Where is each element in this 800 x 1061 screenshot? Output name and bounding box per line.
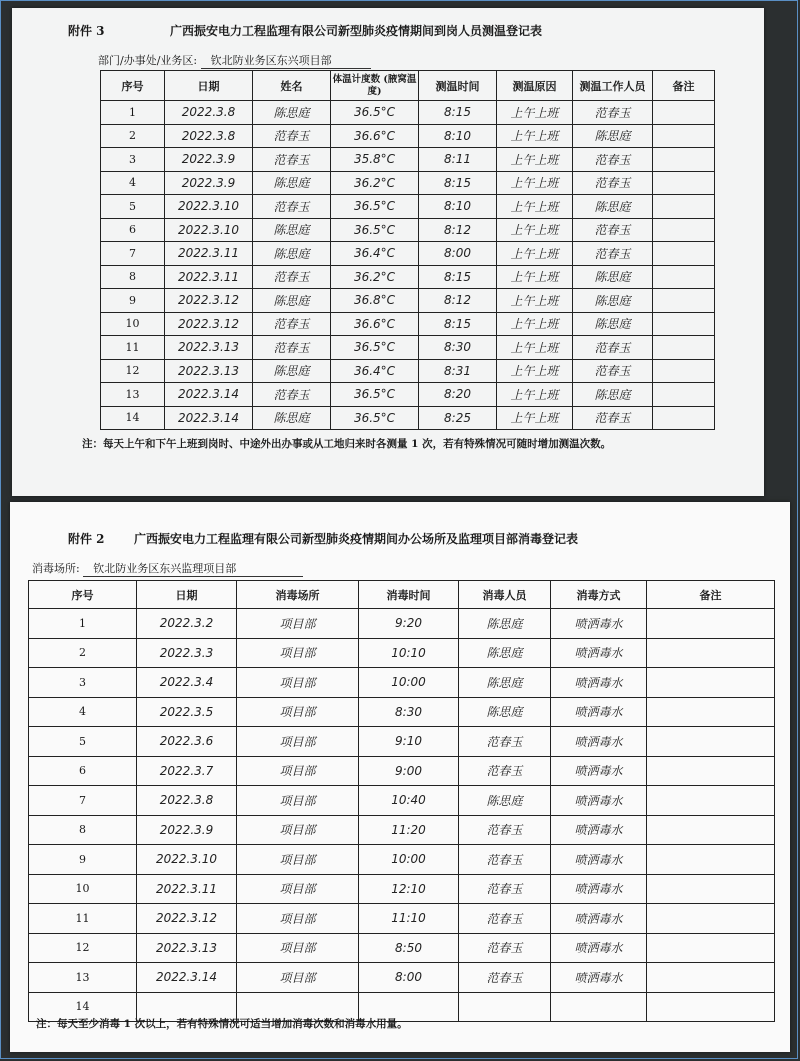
- table-cell: 9:10: [359, 727, 459, 757]
- table-cell: 范春玉: [573, 336, 653, 360]
- header-cell: 体温计度数 (腋窝温度): [331, 71, 419, 101]
- table-cell: [647, 609, 775, 639]
- table-cell: 8:20: [419, 383, 497, 407]
- row-number-cell: 3: [29, 668, 137, 698]
- table-row: [101, 312, 715, 336]
- table-cell: 范春玉: [459, 727, 551, 757]
- table-cell: 11:10: [359, 904, 459, 934]
- department-line: [98, 52, 371, 69]
- table-cell: [653, 218, 715, 242]
- table-cell: 陈思庭: [459, 609, 551, 639]
- table-cell: [653, 195, 715, 219]
- row-number-cell: 4: [101, 171, 165, 195]
- table-cell: 2022.3.8: [165, 101, 253, 125]
- table-cell: 陈思庭: [253, 101, 331, 125]
- table-cell: 范春玉: [253, 312, 331, 336]
- header-cell: 日期: [137, 581, 237, 609]
- table-cell: 上午上班: [497, 171, 573, 195]
- table-cell: [653, 148, 715, 172]
- table-cell: 喷洒毒水: [551, 668, 647, 698]
- table-cell: 12:10: [359, 874, 459, 904]
- row-number-cell: 2: [29, 638, 137, 668]
- table-cell: 范春玉: [573, 406, 653, 430]
- table-cell: [653, 101, 715, 125]
- table-cell: 8:15: [419, 265, 497, 289]
- row-number-cell: 6: [29, 756, 137, 786]
- header-cell: 姓名: [253, 71, 331, 101]
- department-label: 部门/办事处/业务区:: [98, 54, 198, 67]
- table-row: [101, 171, 715, 195]
- table-cell: 范春玉: [459, 815, 551, 845]
- table-cell: 2022.3.10: [165, 195, 253, 219]
- table-row: [29, 638, 775, 668]
- table-header-row: [29, 581, 775, 609]
- table-cell: 上午上班: [497, 383, 573, 407]
- row-number-cell: 7: [101, 242, 165, 266]
- table-cell: 项目部: [237, 845, 359, 875]
- table-cell: [647, 933, 775, 963]
- header-cell: 消毒场所: [237, 581, 359, 609]
- table-cell: 2022.3.14: [137, 963, 237, 993]
- table-cell: 8:15: [419, 312, 497, 336]
- table-row: [101, 359, 715, 383]
- row-number-cell: 8: [29, 815, 137, 845]
- table-cell: 8:50: [359, 933, 459, 963]
- table-row: [101, 124, 715, 148]
- table-cell: 2022.3.11: [137, 874, 237, 904]
- table-cell: 8:12: [419, 289, 497, 313]
- table-cell: 上午上班: [497, 289, 573, 313]
- table-row: [101, 218, 715, 242]
- table-cell: 36.6°C: [331, 124, 419, 148]
- table-cell: 2022.3.7: [137, 756, 237, 786]
- table-cell: 上午上班: [497, 218, 573, 242]
- table-cell: 8:15: [419, 101, 497, 125]
- table-cell: [647, 904, 775, 934]
- table-cell: [653, 336, 715, 360]
- table-cell: 8:11: [419, 148, 497, 172]
- table-cell: 2022.3.3: [137, 638, 237, 668]
- table-cell: 项目部: [237, 668, 359, 698]
- department-value: 钦北防业务区东兴项目部: [201, 52, 371, 69]
- table-cell: 上午上班: [497, 242, 573, 266]
- table-cell: [459, 992, 551, 1022]
- table-cell: 陈思庭: [253, 289, 331, 313]
- table-cell: [653, 289, 715, 313]
- table-cell: 喷洒毒水: [551, 933, 647, 963]
- table-cell: 项目部: [237, 756, 359, 786]
- header-cell: 测温工作人员: [573, 71, 653, 101]
- table-cell: 喷洒毒水: [551, 845, 647, 875]
- table-cell: 8:30: [359, 697, 459, 727]
- table-cell: 项目部: [237, 727, 359, 757]
- table-row: [101, 242, 715, 266]
- table-cell: 8:15: [419, 171, 497, 195]
- table-cell: [653, 383, 715, 407]
- table-cell: [653, 124, 715, 148]
- table-cell: 2022.3.12: [165, 289, 253, 313]
- table-cell: 喷洒毒水: [551, 874, 647, 904]
- table-cell: 陈思庭: [253, 359, 331, 383]
- table-cell: [647, 756, 775, 786]
- row-number-cell: 11: [101, 336, 165, 360]
- table-cell: 35.8°C: [331, 148, 419, 172]
- table-cell: 36.5°C: [331, 406, 419, 430]
- table-cell: 陈思庭: [253, 218, 331, 242]
- table-cell: 36.4°C: [331, 242, 419, 266]
- table-row: [29, 963, 775, 993]
- table-cell: 2022.3.9: [165, 148, 253, 172]
- table-cell: 2022.3.4: [137, 668, 237, 698]
- table-cell: 喷洒毒水: [551, 727, 647, 757]
- row-number-cell: 1: [29, 609, 137, 639]
- table-cell: 2022.3.14: [165, 383, 253, 407]
- table-cell: 10:00: [359, 668, 459, 698]
- table-cell: 范春玉: [459, 963, 551, 993]
- table-cell: 8:10: [419, 124, 497, 148]
- row-number-cell: 13: [101, 383, 165, 407]
- table-row: [29, 727, 775, 757]
- table-cell: 项目部: [237, 638, 359, 668]
- table-row: [29, 904, 775, 934]
- sheet-title: 广西振安电力工程监理有限公司新型肺炎疫情期间办公场所及监理项目部消毒登记表: [134, 532, 579, 546]
- table-cell: 2022.3.13: [137, 933, 237, 963]
- table-cell: 36.5°C: [331, 195, 419, 219]
- table-cell: 范春玉: [459, 904, 551, 934]
- table-row: [29, 668, 775, 698]
- table-cell: 2022.3.12: [165, 312, 253, 336]
- table-cell: [653, 406, 715, 430]
- table-cell: [647, 815, 775, 845]
- table-cell: 范春玉: [253, 383, 331, 407]
- table-cell: 2022.3.14: [165, 406, 253, 430]
- table-row: [29, 815, 775, 845]
- row-number-cell: 1: [101, 101, 165, 125]
- table-cell: [653, 171, 715, 195]
- table-cell: 陈思庭: [573, 124, 653, 148]
- table-cell: 36.5°C: [331, 336, 419, 360]
- table-cell: 喷洒毒水: [551, 786, 647, 816]
- table-cell: [647, 668, 775, 698]
- table-cell: 8:00: [419, 242, 497, 266]
- row-number-cell: 8: [101, 265, 165, 289]
- table-cell: 36.5°C: [331, 218, 419, 242]
- footnote: 注：每天上午和下午上班到岗时、中途外出办事或从工地归来时各测量 1 次，若有特殊情况可随时增加测温次数。: [82, 438, 612, 450]
- table-cell: 上午上班: [497, 124, 573, 148]
- row-number-cell: 10: [29, 874, 137, 904]
- table-cell: 范春玉: [459, 874, 551, 904]
- header-cell: 备注: [647, 581, 775, 609]
- table-cell: 上午上班: [497, 101, 573, 125]
- table-cell: 喷洒毒水: [551, 756, 647, 786]
- table-cell: 8:00: [359, 963, 459, 993]
- table-cell: 2022.3.8: [137, 786, 237, 816]
- table-cell: 2022.3.9: [137, 815, 237, 845]
- header-cell: 日期: [165, 71, 253, 101]
- table-cell: 2022.3.13: [165, 336, 253, 360]
- table-row: [29, 874, 775, 904]
- disinfection-table: [28, 580, 775, 1022]
- table-cell: 范春玉: [573, 242, 653, 266]
- row-number-cell: 14: [101, 406, 165, 430]
- table-cell: [653, 242, 715, 266]
- temperature-table: [100, 70, 715, 430]
- header-cell: 消毒方式: [551, 581, 647, 609]
- table-cell: 2022.3.13: [165, 359, 253, 383]
- table-cell: 范春玉: [253, 336, 331, 360]
- table-row: [101, 195, 715, 219]
- table-cell: 项目部: [237, 933, 359, 963]
- table-cell: 范春玉: [253, 265, 331, 289]
- table-cell: 喷洒毒水: [551, 697, 647, 727]
- table-row: [101, 336, 715, 360]
- table-cell: 范春玉: [459, 756, 551, 786]
- table-cell: 36.2°C: [331, 171, 419, 195]
- table-cell: [551, 992, 647, 1022]
- table-cell: 范春玉: [573, 101, 653, 125]
- table-cell: 范春玉: [253, 195, 331, 219]
- temperature-log-sheet: [12, 8, 764, 496]
- table-cell: 8:10: [419, 195, 497, 219]
- table-cell: 2022.3.10: [165, 218, 253, 242]
- table-cell: 9:20: [359, 609, 459, 639]
- row-number-cell: 9: [101, 289, 165, 313]
- table-cell: [647, 845, 775, 875]
- table-cell: [653, 265, 715, 289]
- row-number-cell: 4: [29, 697, 137, 727]
- row-number-cell: 5: [101, 195, 165, 219]
- row-number-cell: 5: [29, 727, 137, 757]
- table-cell: 喷洒毒水: [551, 904, 647, 934]
- table-cell: 36.6°C: [331, 312, 419, 336]
- table-cell: [647, 786, 775, 816]
- table-cell: 陈思庭: [459, 786, 551, 816]
- table-row: [101, 289, 715, 313]
- table-cell: 喷洒毒水: [551, 609, 647, 639]
- table-cell: 陈思庭: [573, 195, 653, 219]
- table-cell: 36.4°C: [331, 359, 419, 383]
- table-cell: 2022.3.11: [165, 265, 253, 289]
- table-row: [101, 383, 715, 407]
- row-number-cell: 9: [29, 845, 137, 875]
- row-number-cell: 7: [29, 786, 137, 816]
- table-cell: 项目部: [237, 697, 359, 727]
- row-number-cell: 12: [29, 933, 137, 963]
- table-cell: 上午上班: [497, 336, 573, 360]
- table-cell: 范春玉: [573, 218, 653, 242]
- table-cell: 2022.3.6: [137, 727, 237, 757]
- row-number-cell: 12: [101, 359, 165, 383]
- disinfection-log-sheet: [10, 502, 790, 1052]
- table-cell: 范春玉: [573, 359, 653, 383]
- place-line: [32, 560, 303, 577]
- table-cell: 范春玉: [573, 171, 653, 195]
- table-cell: 陈思庭: [459, 697, 551, 727]
- table-row: [101, 406, 715, 430]
- table-cell: 上午上班: [497, 359, 573, 383]
- table-cell: 2022.3.5: [137, 697, 237, 727]
- table-cell: 陈思庭: [459, 638, 551, 668]
- row-number-cell: 14: [29, 992, 137, 1022]
- row-number-cell: 13: [29, 963, 137, 993]
- row-number-cell: 11: [29, 904, 137, 934]
- table-cell: 36.8°C: [331, 289, 419, 313]
- row-number-cell: 2: [101, 124, 165, 148]
- place-label: 消毒场所:: [32, 562, 80, 575]
- table-cell: [653, 359, 715, 383]
- table-cell: 8:25: [419, 406, 497, 430]
- table-cell: 陈思庭: [573, 383, 653, 407]
- table-cell: 上午上班: [497, 312, 573, 336]
- table-cell: 项目部: [237, 904, 359, 934]
- table-cell: 10:40: [359, 786, 459, 816]
- table-cell: 2022.3.2: [137, 609, 237, 639]
- table-row: [29, 756, 775, 786]
- table-cell: 范春玉: [459, 845, 551, 875]
- table-cell: 上午上班: [497, 195, 573, 219]
- table-cell: 上午上班: [497, 265, 573, 289]
- table-cell: 2022.3.9: [165, 171, 253, 195]
- header-cell: 序号: [29, 581, 137, 609]
- table-row: [29, 933, 775, 963]
- table-cell: 11:20: [359, 815, 459, 845]
- table-cell: 陈思庭: [253, 406, 331, 430]
- table-cell: 喷洒毒水: [551, 963, 647, 993]
- table-cell: [653, 312, 715, 336]
- table-cell: 喷洒毒水: [551, 815, 647, 845]
- table-cell: 2022.3.8: [165, 124, 253, 148]
- table-cell: 2022.3.12: [137, 904, 237, 934]
- header-cell: 测温原因: [497, 71, 573, 101]
- table-row: [101, 265, 715, 289]
- table-cell: 8:12: [419, 218, 497, 242]
- table-row: [101, 101, 715, 125]
- table-cell: 陈思庭: [573, 265, 653, 289]
- table-cell: 陈思庭: [253, 171, 331, 195]
- table-cell: 8:30: [419, 336, 497, 360]
- sheet-title: 广西振安电力工程监理有限公司新型肺炎疫情期间到岗人员测温登记表: [170, 24, 543, 38]
- table-cell: 范春玉: [459, 933, 551, 963]
- table-cell: [647, 697, 775, 727]
- table-row: [101, 148, 715, 172]
- table-cell: 项目部: [237, 963, 359, 993]
- table-cell: 范春玉: [573, 148, 653, 172]
- row-number-cell: 3: [101, 148, 165, 172]
- row-number-cell: 6: [101, 218, 165, 242]
- footnote: 注：每天至少消毒 1 次以上，若有特殊情况可适当增加消毒次数和消毒水用量。: [36, 1018, 408, 1030]
- table-cell: 9:00: [359, 756, 459, 786]
- table-cell: 36.5°C: [331, 101, 419, 125]
- table-cell: 10:10: [359, 638, 459, 668]
- header-cell: 测温时间: [419, 71, 497, 101]
- table-cell: 10:00: [359, 845, 459, 875]
- table-cell: 陈思庭: [253, 242, 331, 266]
- row-number-cell: 10: [101, 312, 165, 336]
- table-cell: 36.2°C: [331, 265, 419, 289]
- place-value: 钦北防业务区东兴监理项目部: [83, 560, 303, 577]
- table-row: [29, 697, 775, 727]
- header-cell: 备注: [653, 71, 715, 101]
- table-cell: 陈思庭: [573, 289, 653, 313]
- table-cell: 上午上班: [497, 148, 573, 172]
- table-cell: [647, 727, 775, 757]
- annex-label: 附件 2: [68, 532, 105, 546]
- table-cell: 喷洒毒水: [551, 638, 647, 668]
- table-cell: 陈思庭: [573, 312, 653, 336]
- table-cell: [647, 992, 775, 1022]
- table-cell: [647, 638, 775, 668]
- table-cell: 2022.3.11: [165, 242, 253, 266]
- table-row: [29, 845, 775, 875]
- table-cell: [647, 963, 775, 993]
- table-cell: 项目部: [237, 609, 359, 639]
- table-row: [29, 609, 775, 639]
- annex-label: 附件 3: [68, 24, 105, 38]
- table-row: [29, 786, 775, 816]
- table-cell: 项目部: [237, 874, 359, 904]
- header-cell: 消毒时间: [359, 581, 459, 609]
- table-cell: [647, 874, 775, 904]
- table-cell: 范春玉: [253, 148, 331, 172]
- table-cell: 范春玉: [253, 124, 331, 148]
- table-cell: 陈思庭: [459, 668, 551, 698]
- table-header-row: [101, 71, 715, 101]
- table-cell: 项目部: [237, 815, 359, 845]
- table-cell: 36.5°C: [331, 383, 419, 407]
- table-cell: 上午上班: [497, 406, 573, 430]
- table-cell: 2022.3.10: [137, 845, 237, 875]
- table-cell: 8:31: [419, 359, 497, 383]
- header-cell: 序号: [101, 71, 165, 101]
- table-cell: 项目部: [237, 786, 359, 816]
- header-cell: 消毒人员: [459, 581, 551, 609]
